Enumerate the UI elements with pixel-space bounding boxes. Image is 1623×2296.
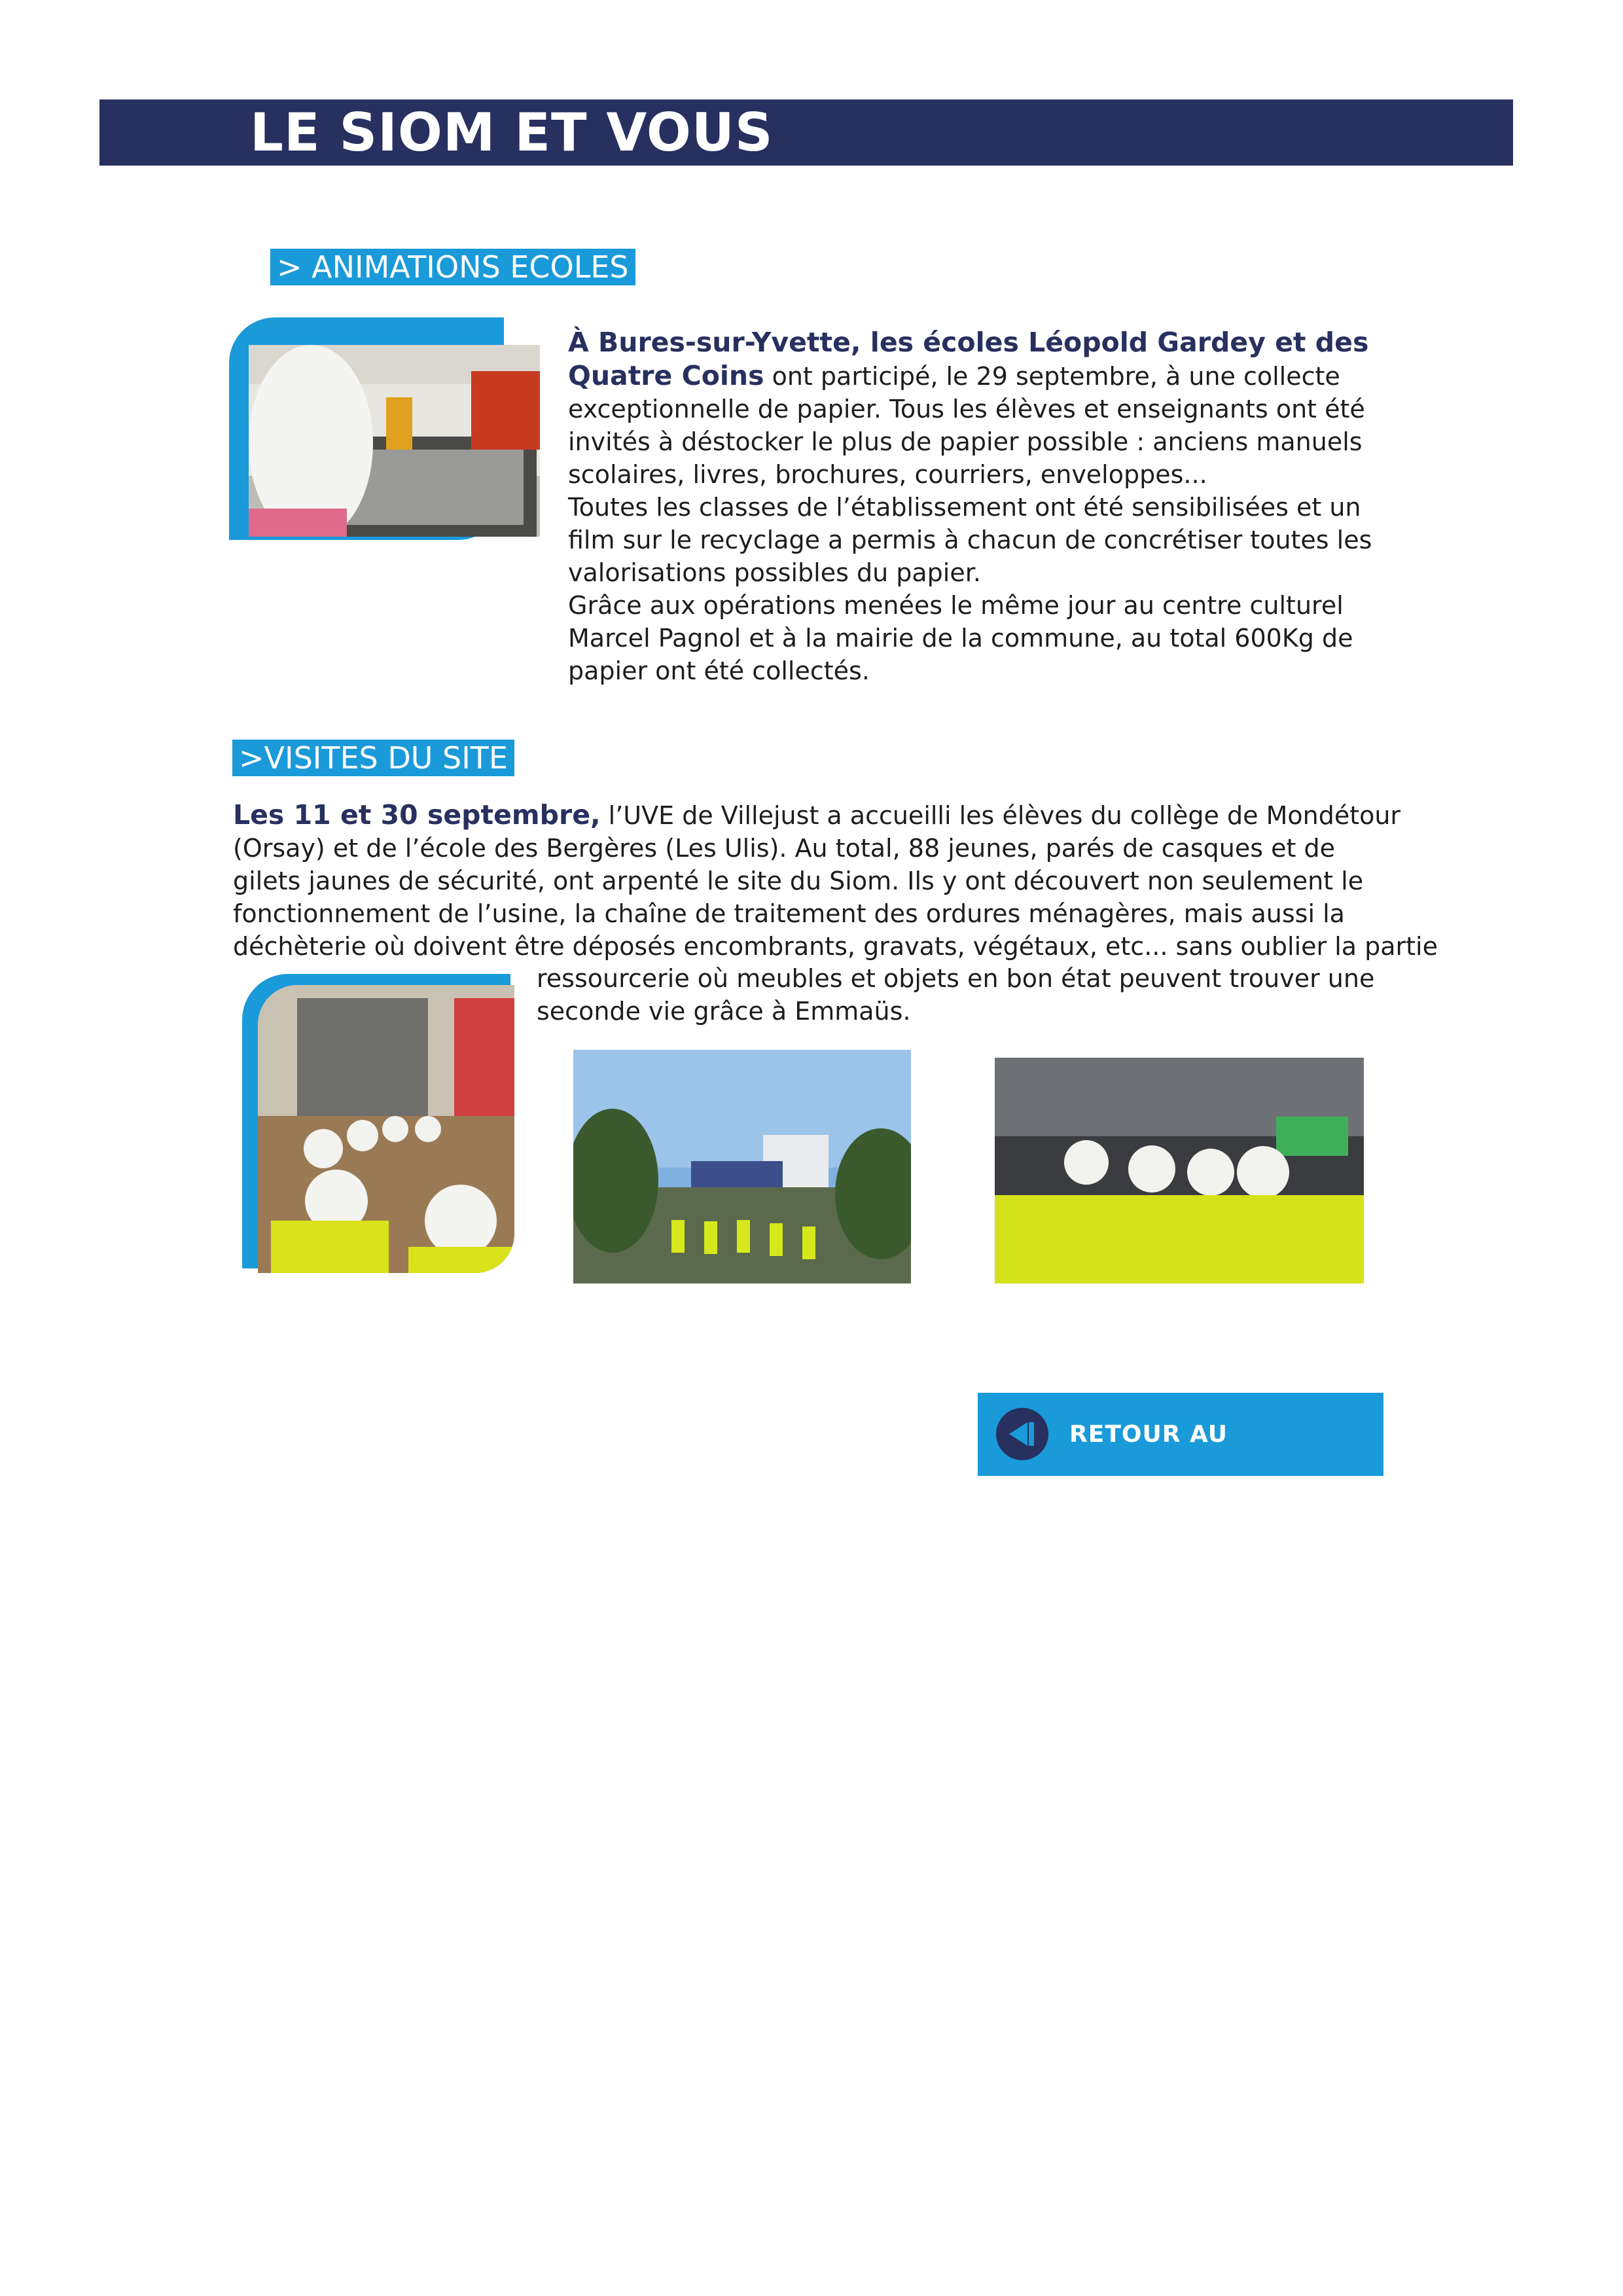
visites-text-continued: [537, 962, 1453, 1028]
photo-paper-activity: [249, 345, 540, 537]
visites-text: [233, 798, 1542, 963]
section-tag-animations: > ANIMATIONS ECOLES: [270, 249, 635, 285]
visites-lead: Les 11 et 30 septembre,: [233, 799, 601, 831]
animations-lead: À Bures-sur-Yvette, les écoles Léopold Gardey et des Quatre Coins: [568, 327, 1369, 391]
photo-meeting-room: [258, 985, 514, 1273]
visites-line-4: fonctionnement de l’usine, la chaîne de traitement des ordures ménagères, mais aussi la: [233, 899, 1345, 928]
page-title: LE SIOM ET VOUS: [250, 102, 774, 163]
animations-body-1: ont participé, le 29 septembre, à une collecte exceptionnelle de papier. Tous les élèves et enseignants ont été invités à déstocker le plus de papier possible : anciens manuels scolaires, livres, brochures, courriers, enveloppes...: [568, 362, 1365, 489]
photo-site-exterior: [573, 1050, 911, 1283]
visites-line-2: (Orsay) et de l’école des Bergères (Les Ulis). Au total, 88 jeunes, parés de casques et de: [233, 834, 1335, 863]
section-tag-visites: >VISITES DU SITE: [232, 740, 514, 776]
visites-line-6: ressourcerie où meubles et objets en bon état peuvent trouver une: [537, 964, 1375, 993]
visites-line-1: l’UVE de Villejust a accueilli les élèves du collège de Mondétour: [600, 801, 1401, 830]
animations-text: [568, 326, 1393, 687]
animations-body-2: Toutes les classes de l’établissement ont été sensibilisées et un film sur le recyclage a permis à chacun de concrétiser toutes les valorisations possibles du papier.: [568, 493, 1372, 587]
arrow-left-circle-icon: [996, 1408, 1048, 1460]
animations-body-3: Grâce aux opérations menées le même jour au centre culturel Marcel Pagnol et à la mairie de la commune, au total 600Kg de papier ont été collectés.: [568, 591, 1353, 685]
visites-line-3: gilets jaunes de sécurité, ont arpenté le site du Siom. Ils y ont découvert non seulement le: [233, 867, 1364, 895]
back-to-summary-button[interactable]: [978, 1393, 1383, 1531]
back-to-summary-label: RETOUR AU SOMMAIRE: [1069, 1421, 1228, 1531]
header-bar: [99, 99, 1513, 166]
visites-line-5: déchèterie où doivent être déposés encombrants, gravats, végétaux, etc... sans oublier la partie: [233, 932, 1438, 961]
photo-hangar-visit: [995, 1058, 1364, 1283]
visites-line-7: seconde vie grâce à Emmaüs.: [537, 997, 911, 1026]
